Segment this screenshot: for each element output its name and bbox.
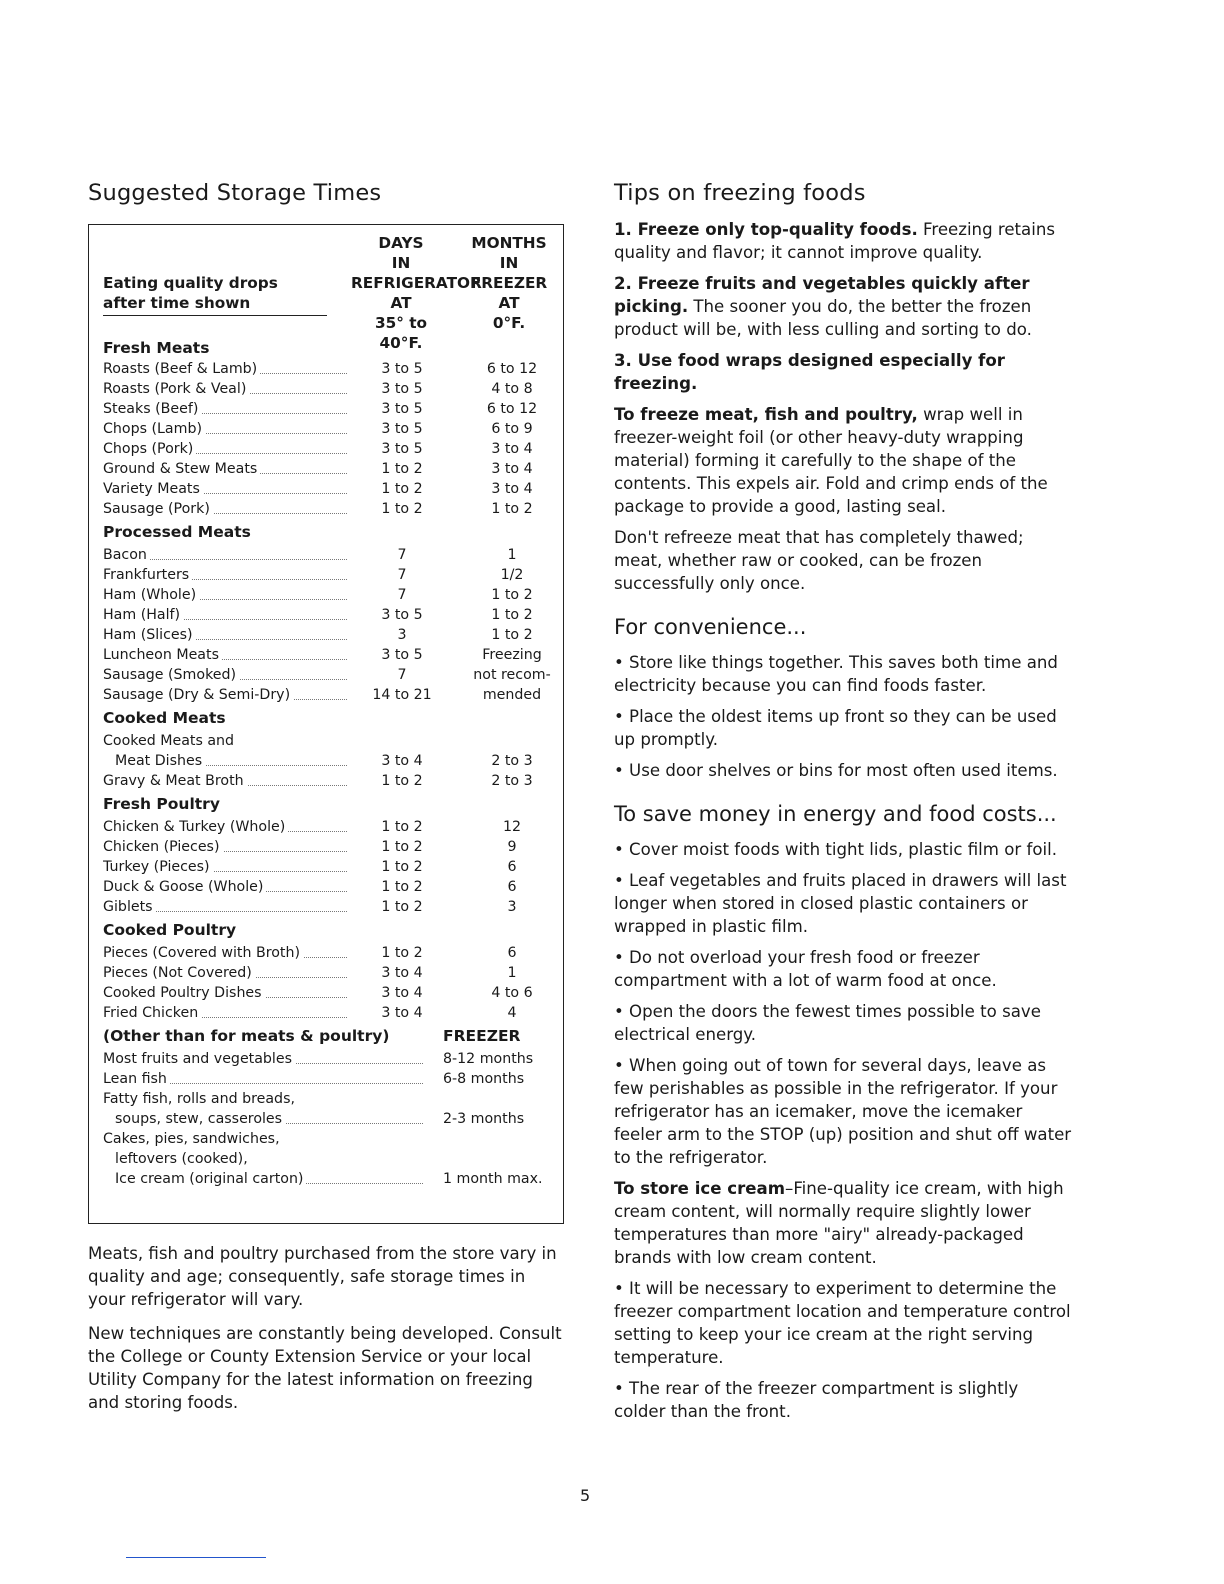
left-column: [88, 180, 566, 1425]
category-fresh-poultry: Fresh Poultry: [103, 795, 220, 813]
list-item: • Leaf vegetables and fruits placed in drawers will last longer when stored in closed plastic containers or wrapped in plastic film.: [614, 871, 1067, 936]
table-row: Ham (Whole) 7 1 to 2: [103, 587, 533, 603]
category-other: (Other than for meats & poultry): [103, 1027, 390, 1045]
save-money-heading: To save money in energy and food costs...: [614, 802, 1057, 826]
list-item: • The rear of the freezer compartment is slightly colder than the front.: [614, 1379, 1019, 1421]
table-row: Chops (Pork) 3 to 5 3 to 4: [103, 441, 533, 457]
new-techniques-paragraph: New techniques are constantly being developed. Consult the College or County Extension Service or your local Utility Company for the latest information on freezing and storing foods.: [88, 1324, 562, 1412]
storage-times-heading: Suggested Storage Times: [88, 180, 382, 206]
tip-2: 2. Freeze fruits and vegetables quickly after picking. The sooner you do, the better the frozen product will be, with less culling and sorting to do.: [614, 274, 1032, 339]
footer-rule: [126, 1557, 266, 1558]
table-row: Sausage (Pork) 1 to 2 1 to 2: [103, 501, 533, 517]
storage-note-paragraph: Meats, fish and poultry purchased from the store vary in quality and age; consequently, safe storage times in your refrigerator will vary.: [88, 1244, 557, 1309]
list-item: • It will be necessary to experiment to determine the freezer compartment location and temperature control setting to keep your ice cream at the right serving temperature.: [614, 1279, 1071, 1367]
table-row: Pieces (Not Covered) 3 to 4 1: [103, 965, 517, 981]
list-item: • Use door shelves or bins for most often used items.: [614, 761, 1058, 780]
table-row: Steaks (Beef) 3 to 5 6 to 12: [103, 401, 538, 417]
table-row: Chicken & Turkey (Whole) 1 to 2 12: [103, 819, 522, 835]
list-item: • Place the oldest items up front so they can be used up promptly.: [614, 707, 1057, 749]
list-item: • Do not overload your fresh food or freezer compartment with a lot of warm food at once.: [614, 948, 997, 990]
category-fresh-meats: Fresh Meats: [103, 339, 210, 357]
table-row: Meat Dishes 3 to 4 2 to 3: [115, 753, 533, 769]
list-item: • Store like things together. This saves both time and electricity because you can find foods faster.: [614, 653, 1058, 695]
tip-3: 3. Use food wraps designed especially for freezing.: [614, 351, 1005, 393]
table-row: Cakes, pies, sandwiches,: [103, 1131, 280, 1147]
table-row: Turkey (Pieces) 1 to 2 6: [103, 859, 517, 875]
list-item: • Open the doors the fewest times possible to save electrical energy.: [614, 1002, 1041, 1044]
table-row: Pieces (Covered with Broth) 1 to 2 6: [103, 945, 517, 961]
table-row: soups, stew, casseroles 2-3 months: [115, 1111, 525, 1127]
table-row: Ham (Half) 3 to 5 1 to 2: [103, 607, 533, 623]
table-row: leftovers (cooked),: [115, 1151, 248, 1167]
table-row: Cooked Meats and: [103, 733, 235, 749]
table-row: Giblets 1 to 2 3: [103, 899, 517, 915]
table-row: Variety Meats 1 to 2 3 to 4: [103, 481, 533, 497]
page-number: 5: [580, 1486, 591, 1505]
eating-quality-label: Eating quality drops after time shown: [103, 274, 278, 312]
table-row: Gravy & Meat Broth 1 to 2 2 to 3: [103, 773, 533, 789]
table-row: Ice cream (original carton) 1 month max.: [115, 1171, 543, 1187]
category-cooked-meats: Cooked Meats: [103, 709, 226, 727]
convenience-heading: For convenience...: [614, 615, 807, 639]
days-header: DAYS IN REFRIGERATOR AT 35° to 40°F.: [351, 234, 482, 352]
freezing-tips-heading: Tips on freezing foods: [614, 180, 866, 206]
table-row: Chops (Lamb) 3 to 5 6 to 9: [103, 421, 533, 437]
table-row: Fatty fish, rolls and breads,: [103, 1091, 295, 1107]
other-freezer-header: FREEZER: [443, 1027, 521, 1045]
table-row: Chicken (Pieces) 1 to 2 9: [103, 839, 517, 855]
refreeze-tip: Don't refreeze meat that has completely thawed; meat, whether raw or cooked, can be frozen successfully only once.: [614, 528, 1024, 593]
table-row: Most fruits and vegetables 8-12 months: [103, 1051, 534, 1067]
table-row: Ground & Stew Meats 1 to 2 3 to 4: [103, 461, 533, 477]
category-cooked-poultry: Cooked Poultry: [103, 921, 237, 939]
header-rule: [103, 315, 327, 316]
table-row: Roasts (Pork & Veal) 3 to 5 4 to 8: [103, 381, 533, 397]
table-row: Frankfurters 7 1/2: [103, 567, 524, 583]
category-processed-meats: Processed Meats: [103, 523, 251, 541]
table-row: Sausage (Dry & Semi-Dry) 14 to 21 mended: [103, 687, 542, 703]
ice-cream-tip: To store ice cream–Fine-quality ice cream, with high cream content, will normally require slightly lower temperatures than more "airy" already-packaged brands with low cream content.: [614, 1179, 1064, 1267]
table-row: Cooked Poultry Dishes 3 to 4 4 to 6: [103, 985, 533, 1001]
list-item: • When going out of town for several days, leave as few perishables as possible in the refrigerator. If your refrigerator has an icemaker, move the icemaker feeler arm to the STOP (up) position and shut off water to the refrigerator.: [614, 1056, 1072, 1167]
table-row: Roasts (Beef & Lamb) 3 to 5 6 to 12: [103, 361, 538, 377]
table-row: Lean fish 6-8 months: [103, 1071, 525, 1087]
table-row: Sausage (Smoked) 7 not recom-: [103, 667, 551, 683]
table-row: Fried Chicken 3 to 4 4: [103, 1005, 517, 1021]
list-item: • Cover moist foods with tight lids, plastic film or foil.: [614, 840, 1057, 859]
table-row: Luncheon Meats 3 to 5 Freezing: [103, 647, 542, 663]
meat-wrap-tip: To freeze meat, fish and poultry, wrap well in freezer-weight foil (or other heavy-duty wrapping material) forming it carefully to the shape of the contents. This expels air. Fold and crimp ends of the package to provide a good, lasting seal.: [614, 405, 1048, 516]
right-column: [614, 180, 1074, 1431]
months-header: MONTHS IN FREEZER AT 0°F.: [470, 234, 548, 332]
table-row: Duck & Goose (Whole) 1 to 2 6: [103, 879, 517, 895]
tip-1: 1. Freeze only top-quality foods. Freezing retains quality and flavor; it cannot improve quality.: [614, 220, 1055, 262]
table-row: Ham (Slices) 3 1 to 2: [103, 627, 533, 643]
table-row: Bacon 7 1: [103, 547, 517, 563]
storage-times-table: [88, 224, 564, 1224]
